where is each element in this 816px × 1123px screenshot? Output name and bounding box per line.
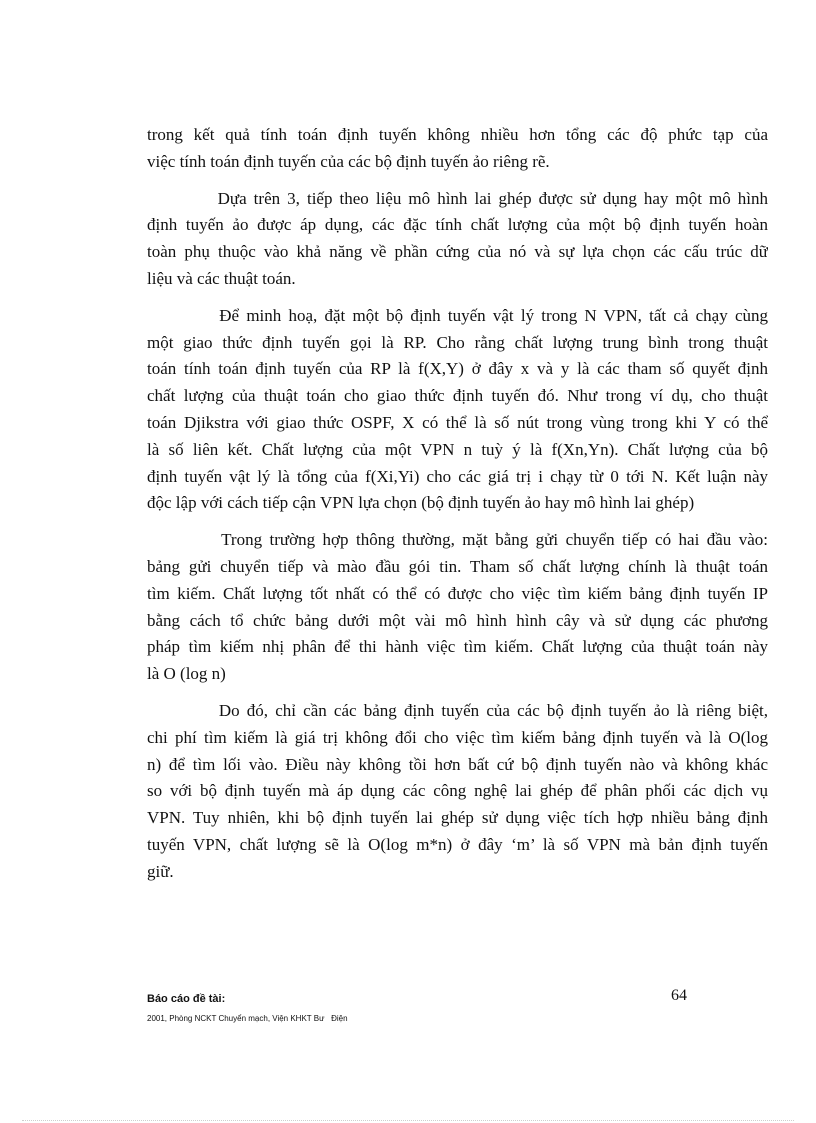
text-line: giữ. <box>147 861 174 881</box>
report-title: Báo cáo đề tài: <box>147 993 226 1005</box>
text-line: trong kết quả tính toán định tuyến không nhiều hơn tổng các độ phức tạp của <box>147 125 768 144</box>
text-line: Để minh hoạ, đặt một bộ định tuyến vật lý trong N VPN, tất cả chạy cùng <box>147 305 768 325</box>
text-line: bằng cách tổ chức bảng dưới một vài mô hình hình cây và sử dụng các phương <box>147 610 768 630</box>
text-line: là O (log n) <box>147 664 226 684</box>
paragraph-2 <box>147 186 768 293</box>
text-line: liệu và các thuật toán. <box>147 268 296 288</box>
text-line: VPN. Tuy nhiên, khi bộ định tuyến lai ghép sử dụng việc tích hợp nhiều bảng định <box>147 808 768 828</box>
text-line: một giao thức định tuyến gọi là RP. Cho rằng chất lượng trung bình trong thuật <box>147 332 768 352</box>
text-line: việc tính toán định tuyến của các bộ định tuyến ảo riêng rẽ. <box>147 151 550 171</box>
text-line: Dựa trên 3, tiếp theo liệu mô hình lai ghép được sử dụng hay một mô hình <box>147 188 768 208</box>
bottom-divider <box>22 1120 794 1121</box>
report-subtitle: 2001, Phòng NCKT Chuyển mạch, Viện KHKT Bư Điện <box>147 1014 348 1023</box>
text-line: chất lượng của thuật toán cho giao thức định tuyến đó. Như trong ví dụ, cho thuật <box>147 386 768 406</box>
page-number: 64 <box>671 987 687 1004</box>
text-line: bảng gửi chuyển tiếp và mào đầu gói tin. Tham số chất lượng chính là thuật toán <box>147 556 768 576</box>
page-body <box>147 122 768 896</box>
text-line: chi phí tìm kiếm là giá trị không đổi cho việc tìm kiếm bảng định tuyến và là O(log <box>147 727 768 747</box>
paragraph-3 <box>147 303 768 517</box>
paragraph-5 <box>147 698 768 886</box>
text-line: tìm kiếm. Chất lượng tốt nhất có thể có được cho việc tìm kiếm bảng định tuyến IP <box>147 583 768 603</box>
text-line: toàn phụ thuộc vào khả năng về phần cứng của nó và sự lựa chọn các cấu trúc dữ <box>147 242 768 262</box>
text-line: là số liên kết. Chất lượng của một VPN n tuỳ ý là f(Xn,Yn). Chất lượng của bộ <box>147 439 768 459</box>
paragraph-4 <box>147 527 768 688</box>
text-line: toán tính toán định tuyến của RP là f(X,Y) ở đây x và y là các tham số quyết định <box>147 359 768 379</box>
text-line: Do đó, chỉ cần các bảng định tuyến của các bộ định tuyến ảo là riêng biệt, <box>147 700 768 720</box>
text-line: định tuyến vật lý là tổng của f(Xi,Yi) cho các giá trị i chạy từ 0 tới N. Kết luận này <box>147 466 768 486</box>
text-line: pháp tìm kiếm nhị phân để thi hành việc tìm kiếm. Chất lượng của thuật toán này <box>147 637 768 657</box>
paragraph-1 <box>147 122 768 176</box>
text-line: Trong trường hợp thông thường, mặt bằng gửi chuyển tiếp có hai đầu vào: <box>147 530 768 550</box>
text-line: toán Djikstra với giao thức OSPF, X có thể là số nút trong vùng trong khi Y có thể <box>147 412 768 432</box>
text-line: n) để tìm lối vào. Điều này không tồi hơn bất cứ bộ định tuyến nào và không khác <box>147 754 768 774</box>
text-line: so với bộ định tuyến mà áp dụng các công nghệ lai ghép để phân phối các dịch vụ <box>147 781 768 801</box>
text-line: định tuyến ảo được áp dụng, các đặc tính chất lượng của một bộ định tuyến hoàn <box>147 215 768 235</box>
text-line: tuyến VPN, chất lượng sẽ là O(log m*n) ở đây ‘m’ là số VPN mà bản định tuyến <box>147 834 768 854</box>
text-line: độc lập với cách tiếp cận VPN lựa chọn (bộ định tuyến ảo hay mô hình lai ghép) <box>147 493 695 513</box>
